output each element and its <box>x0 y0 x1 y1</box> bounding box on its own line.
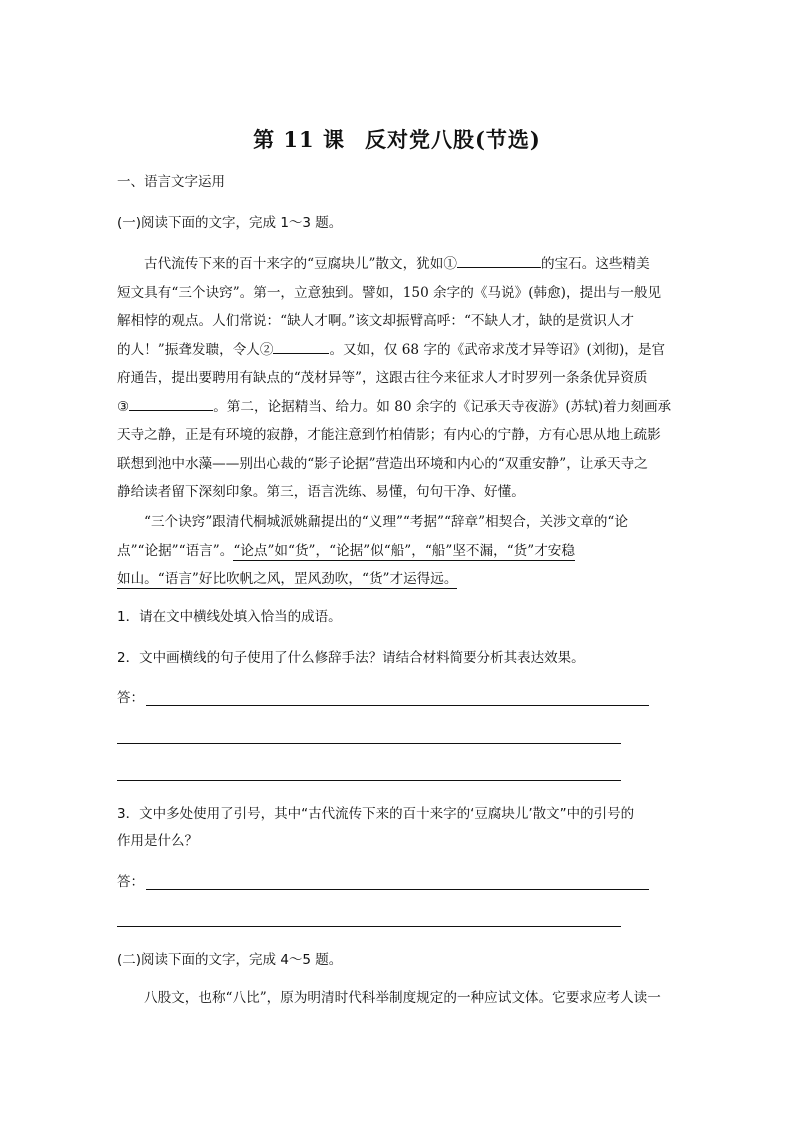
fill-blank-1[interactable] <box>457 253 541 268</box>
fill-blank-3[interactable] <box>129 396 213 411</box>
question-2: 2．文中画横线的句子使用了什么修辞手法？请结合材料简要分析其表达效果。 <box>117 650 585 666</box>
section-heading: 一、语言文字运用 <box>117 174 225 190</box>
underlined-sentence: “论点”如“货”，“论据”似“船”，“船”坚不漏，“货”才安稳 <box>233 542 575 559</box>
fill-blank-2[interactable] <box>273 339 329 354</box>
answer-label-q2: 答： <box>117 690 144 706</box>
question-1: 1．请在文中横线处填入恰当的成语。 <box>117 609 342 625</box>
subsection-heading-1: (一)阅读下面的文字，完成 1～3 题。 <box>117 215 343 231</box>
passage-paragraph-2: “三个诀窍”跟清代桐城派姚鼐提出的“义理”“考据”“辞章”相契合，关涉文章的“论 点”“论据”“语言”。“论点”如“货”，“论据”似“船”，“船”坚不漏，“货”才安稳 如山。“语言”好比吹帆之风，罡风劲吹，“货”才运得远。 <box>117 514 628 587</box>
subsection-heading-2: (二)阅读下面的文字，完成 4～5 题。 <box>117 952 343 968</box>
answer-line[interactable] <box>117 780 621 781</box>
underlined-sentence-cont: 如山。“语言”好比吹帆之风，罡风劲吹，“货”才运得远。 <box>117 571 458 587</box>
question-3-line-2: 作用是什么？ <box>117 833 198 849</box>
answer-line[interactable] <box>146 705 649 706</box>
answer-line[interactable] <box>117 743 621 744</box>
passage-paragraph-1: 古代流传下来的百十来字的“豆腐块儿”散文，犹如① 的宝石。这些精美 短文具有“三个诀窍”。第一，立意独到。譬如，150 余字的《马说》(韩愈)，提出与一般见 解相悖的观点。人们常说：“缺人才啊。”该文却振臂高呼：“不缺人才，缺的是赏识人才 的人！”振聋发聩，令人② 。又如，仅 68 字的《武帝求茂才异等诏》(刘彻)，是官 府通告，提出要聘用有缺点的“茂材异等”，这跟古往今来征求人才时罗列一条条优异资质 ③ 。第二，论据精当、给力。如 80 余字的《记承天寺夜游》(苏轼)着力刻画承 天寺之静，正是有环境的寂静，才能注意到竹柏倩影；有内心的宁静，方有心思从地上疏影 联想到池中水藻——别出心裁的“影子论据”营造出环境和内心的“双重安静”，让承天寺之 静给读者留下深刻印象。第三，语言洗练、易懂，句句干净、好懂。 <box>117 250 677 507</box>
answer-line[interactable] <box>146 889 649 890</box>
question-3-line-1: 3．文中多处使用了引号，其中“古代流传下来的百十来字的‘豆腐块儿’散文”中的引号的 <box>117 806 635 822</box>
answer-line[interactable] <box>117 926 621 927</box>
passage-paragraph-3: 八股文，也称“八比”，原为明清时代科举制度规定的一种应试文体。它要求应考人读一 <box>144 990 661 1006</box>
answer-label-q3: 答： <box>117 874 144 890</box>
lesson-number: 第 11 课 <box>253 127 345 152</box>
lesson-title: 反对党八股(节选) <box>364 127 541 152</box>
page-title <box>0 124 794 154</box>
